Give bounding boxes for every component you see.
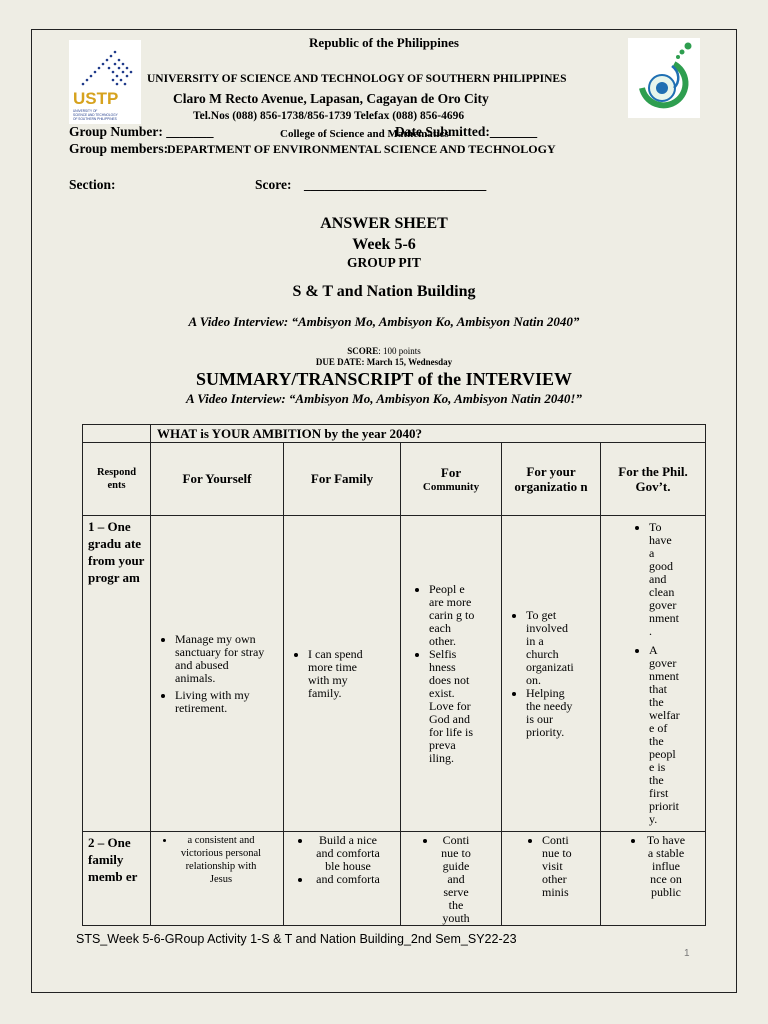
row2-organization-cell	[502, 832, 601, 926]
row1-govt-cell	[601, 516, 706, 832]
header-respondents: Respond ents	[83, 443, 151, 516]
topic-title: S & T and Nation Building	[292, 283, 476, 300]
republic-line: Republic of the Philippines	[309, 35, 459, 50]
list-item: • To have a good and clean gover nment .	[649, 521, 669, 638]
row2-community-cell	[401, 832, 502, 926]
row2-family-cell	[284, 832, 401, 926]
ustp-logo	[69, 40, 141, 124]
group-members-label: Group members:	[69, 141, 169, 156]
list-item: • Selfis hness does not exist. Love for God and for life is preva iling.	[429, 648, 475, 765]
header-community-line1: For	[440, 465, 462, 480]
list-item: • Conti nue to guide and serve the youth	[437, 834, 475, 925]
list-item: • a consistent and victorious personal relationship with Jesus	[175, 834, 267, 886]
group-pit-title: GROUP PIT	[347, 255, 421, 270]
date-submitted-label: Date Submitted:_______	[395, 124, 538, 139]
ambition-table	[82, 424, 706, 926]
row2-yourself-cell	[151, 832, 284, 926]
score-prefix: SCORE	[347, 346, 379, 356]
university-address: Claro M Recto Avenue, Lapasan, Cagayan de Oro City	[173, 91, 489, 106]
list-item: • and comforta	[312, 873, 384, 886]
header-organization: For your organizatio n	[502, 443, 601, 516]
header-yourself: For Yourself	[151, 443, 284, 516]
table-question: WHAT is YOUR AMBITION by the year 2040?	[151, 425, 706, 443]
due-date: DUE DATE: March 15, Wednesday	[315, 357, 453, 367]
score-value: : 100 points	[378, 346, 421, 356]
svg-text:UNIVERSITY OF: UNIVERSITY OF	[73, 109, 98, 113]
row1-community-cell	[401, 516, 502, 832]
list-item: • Living with my retirement.	[175, 689, 269, 715]
list-item: • Peopl e are more carin g to each other.	[429, 583, 475, 648]
list-item: • I can spend more time with my family.	[308, 648, 380, 700]
row1-family-cell	[284, 516, 401, 832]
list-item: • Build a nice and comforta ble house	[312, 834, 384, 873]
answer-sheet-title: ANSWER SHEET	[320, 215, 448, 232]
department-name: DEPARTMENT OF ENVIRONMENTAL SCIENCE AND TECHNOLOGY	[167, 142, 556, 156]
list-item: • To get involved in a church organizati on.	[526, 609, 578, 687]
header-community-line2: Community	[422, 481, 480, 493]
row1-yourself-cell	[151, 516, 284, 832]
respondent-2: 2 – One family memb er	[83, 832, 151, 926]
header-family: For Family	[284, 443, 401, 516]
header-govt: For the Phil. Gov’t.	[601, 443, 706, 516]
group-number-label: Group Number: _______	[69, 124, 214, 139]
university-name: UNIVERSITY OF SCIENCE AND TECHNOLOGY OF SOUTHERN PHILIPPINES	[147, 73, 567, 85]
footer-text: STS_Week 5-6-GRoup Activity 1-S & T and Nation Building_2nd Sem_SY22-23	[76, 932, 517, 946]
header-community	[401, 443, 502, 516]
list-item: • Conti nue to visit other minis	[542, 834, 580, 899]
list-item: • Helping the needy is our priority.	[526, 687, 578, 739]
svg-text:SCIENCE AND TECHNOLOGY: SCIENCE AND TECHNOLOGY	[73, 113, 118, 117]
list-item: • A gover nment that the welfar e of the peopl e is the first priorit y.	[649, 644, 669, 826]
list-item: • Manage my own sanctuary for stray and abused animals.	[175, 633, 269, 685]
score-label: Score:	[255, 177, 292, 192]
row1-organization-cell	[502, 516, 601, 832]
respondent-1: 1 – One gradu ate from your progr am	[83, 516, 151, 832]
summary-title: SUMMARY/TRANSCRIPT of the INTERVIEW	[196, 369, 572, 389]
college-name: College of Science and Mathematics	[280, 128, 449, 140]
svg-text:OF SOUTHERN PHILIPPINES: OF SOUTHERN PHILIPPINES	[73, 117, 117, 121]
video-interview-title: A Video Interview: “Ambisyon Mo, Ambisyon Ko, Ambisyon Natin 2040”	[188, 314, 580, 329]
score-line: ___________________________	[304, 177, 487, 192]
contact-line: Tel.Nos (088) 856-1738/856-1739 Telefax (088) 856-4696	[193, 110, 465, 122]
week-title: Week 5-6	[352, 236, 416, 253]
table-corner-cell	[83, 425, 151, 443]
ustp-logo-text: USTP	[73, 89, 119, 108]
row2-govt-cell	[601, 832, 706, 926]
score-points	[0, 346, 768, 356]
section-label: Section:	[69, 177, 116, 192]
video-interview-subtitle: A Video Interview: “Ambisyon Mo, Ambisyon Ko, Ambisyon Natin 2040!”	[186, 391, 582, 406]
page-number: 1	[684, 948, 690, 959]
list-item: • To have a stable influe nce on public	[645, 834, 687, 899]
